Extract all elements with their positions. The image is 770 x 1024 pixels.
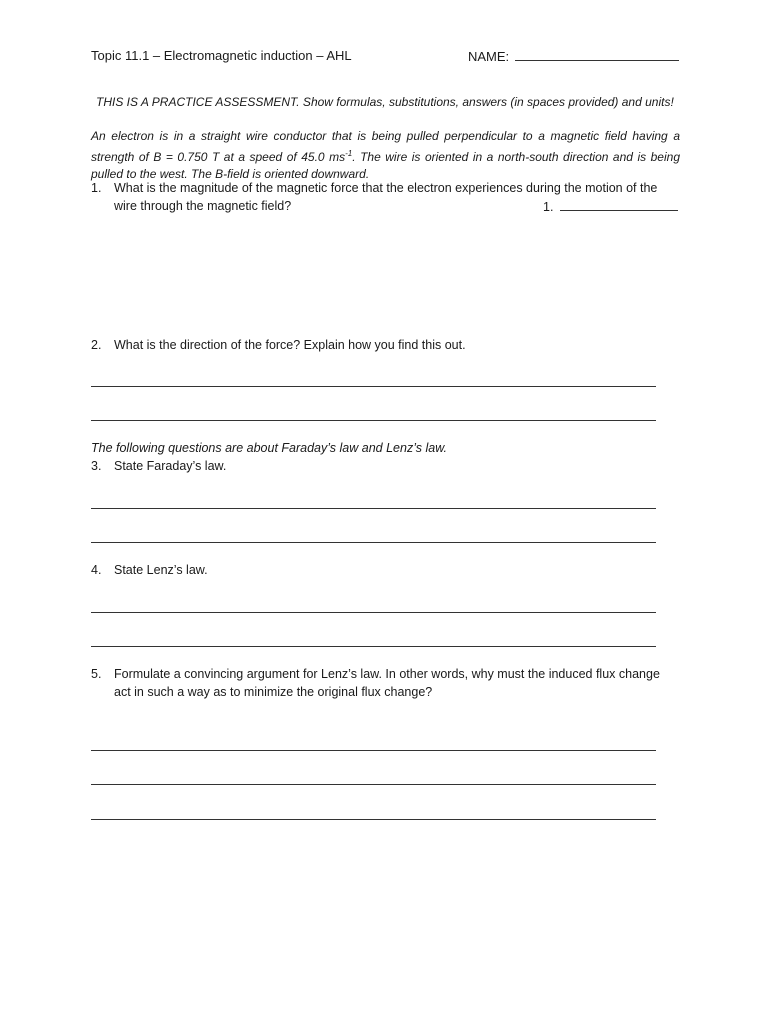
answer-1-blank[interactable] [560, 199, 678, 211]
answer-line[interactable] [91, 420, 656, 421]
question-3-number: 3. [91, 459, 102, 473]
answer-line[interactable] [91, 542, 656, 543]
question-1-line1: What is the magnitude of the magnetic force that the electron experiences during the motion of the [114, 181, 658, 195]
question-1-number: 1. [91, 181, 102, 195]
question-5-line1: Formulate a convincing argument for Lenz’s law. In other words, why must the induced flux change [114, 667, 660, 681]
scenario-part1: An electron is in a straight wire conductor that is being pulled perpendicular to a magnetic field having a strength of B = 0.750 T at a speed of 45.0 ms [91, 129, 680, 164]
answer-1-field[interactable] [543, 199, 678, 214]
answer-line[interactable] [91, 784, 656, 785]
answer-line[interactable] [91, 819, 656, 820]
question-1-line2: wire through the magnetic field? [114, 199, 292, 213]
answer-line[interactable] [91, 612, 656, 613]
question-4-number: 4. [91, 563, 102, 577]
scenario-paragraph [91, 128, 680, 183]
question-2-text: What is the direction of the force? Explain how you find this out. [114, 338, 466, 352]
name-blank[interactable] [515, 48, 679, 61]
question-5-line2: act in such a way as to minimize the original flux change? [114, 685, 433, 699]
question-5-number: 5. [91, 667, 102, 681]
answer-1-label: 1. [543, 200, 554, 214]
question-2-number: 2. [91, 338, 102, 352]
topic-title: Topic 11.1 – Electromagnetic induction – AHL [91, 48, 352, 63]
question-4-text: State Lenz’s law. [114, 563, 208, 577]
answer-line[interactable] [91, 508, 656, 509]
answer-line[interactable] [91, 646, 656, 647]
name-field[interactable] [468, 48, 679, 64]
instructions: THIS IS A PRACTICE ASSESSMENT. Show formulas, substitutions, answers (in spaces provided) and units! [96, 95, 674, 109]
section-intro: The following questions are about Faraday’s law and Lenz’s law. [91, 441, 448, 455]
answer-line[interactable] [91, 750, 656, 751]
scenario-part2: . The wire is oriented in a north-south direction and is being pulled to the west. The B-field is oriented downward. [91, 150, 680, 181]
answer-line[interactable] [91, 386, 656, 387]
question-3-text: State Faraday’s law. [114, 459, 227, 473]
scenario-superscript: -1 [345, 149, 353, 158]
name-label: NAME: [468, 49, 510, 64]
